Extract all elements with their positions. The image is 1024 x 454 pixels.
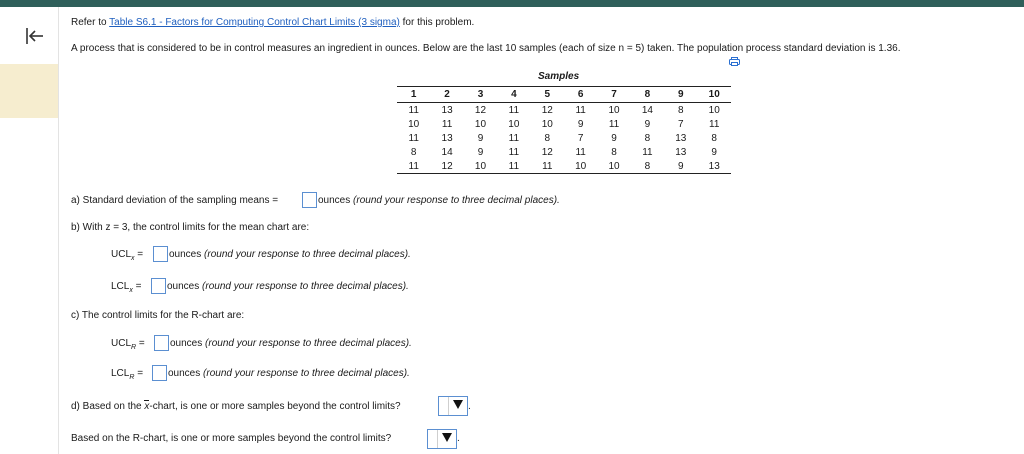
table-cell: 10 <box>597 159 630 174</box>
part-a-hint: (round your response to three decimal places). <box>353 195 560 206</box>
table-row <box>397 131 731 145</box>
table-cell: 13 <box>441 104 453 116</box>
table-cell: 8 <box>631 159 664 174</box>
xbar-symbol: x <box>144 401 150 412</box>
table-cell: 7 <box>577 132 584 144</box>
ucl-xbar-eq: = <box>134 249 144 260</box>
table-cell: 10 <box>408 118 420 130</box>
table-cell: 11 <box>441 118 453 130</box>
table-cell: 9 <box>711 146 717 158</box>
table-cell: 14 <box>441 146 453 158</box>
column-header: 5 <box>531 87 564 103</box>
dropdown-separator <box>448 397 449 415</box>
part-a-suffix <box>318 195 560 206</box>
ucl-xbar-suffix <box>169 249 411 260</box>
lcl-r-label <box>111 368 143 379</box>
r-chart-period: . <box>457 433 460 444</box>
table-cell: 9 <box>577 118 584 130</box>
table-cell: 12 <box>474 104 487 116</box>
table-cell: 12 <box>430 159 463 174</box>
chevron-down-icon <box>453 400 463 409</box>
table-row <box>397 117 731 131</box>
table-cell: 10 <box>474 118 487 130</box>
ucl-xbar-input[interactable] <box>153 246 168 262</box>
table-cell: 9 <box>477 132 484 144</box>
table-cell: 10 <box>564 159 597 174</box>
column-header: 2 <box>430 87 463 103</box>
table-cell: 14 <box>641 104 653 116</box>
column-header: 10 <box>698 87 731 103</box>
column-header: 7 <box>597 87 630 103</box>
lcl-xbar-eq: = <box>132 281 142 292</box>
table-cell: 10 <box>541 118 553 130</box>
column-header: 4 <box>497 87 530 103</box>
table-cell: 11 <box>397 159 430 174</box>
problem-description: A process that is considered to be in control measures an ingredient in ounces. Below are the last 10 samples (each of size n = 5) taken. The population process standard deviation is 1.36. <box>71 43 901 54</box>
refer-line <box>71 17 474 28</box>
ucl-xbar-main: UCL <box>111 249 132 260</box>
part-d-xbar-question <box>71 401 401 412</box>
table-cell: 11 <box>642 146 653 158</box>
ucl-xbar-unit: ounces <box>169 249 205 260</box>
lcl-xbar-main: LCL <box>111 281 130 292</box>
r-chart-answer-dropdown[interactable] <box>427 429 457 449</box>
table-cell: 8 <box>678 104 684 116</box>
ucl-r-suffix <box>170 338 412 349</box>
table-cell: 8 <box>644 132 651 144</box>
lcl-xbar-hint: (round your response to three decimal places). <box>202 281 409 292</box>
table-cell: 9 <box>644 118 651 130</box>
samples-table <box>397 86 731 174</box>
ucl-r-hint: (round your response to three decimal places). <box>205 338 412 349</box>
table-cell: 11 <box>508 132 520 144</box>
lcl-xbar-suffix <box>167 281 409 292</box>
chevron-down-icon <box>442 433 452 442</box>
ucl-r-sub: R <box>131 344 137 351</box>
table-cell: 12 <box>541 104 553 116</box>
ucl-xbar-label <box>111 249 143 260</box>
lcl-xbar-label <box>111 281 141 292</box>
ucl-xbar-sub: x <box>131 255 135 262</box>
part-a-unit: ounces <box>318 195 354 206</box>
table-cell: 10 <box>508 118 520 130</box>
table-cell: 11 <box>408 132 419 144</box>
table-cell: 11 <box>575 104 586 116</box>
table-cell: 8 <box>611 146 617 158</box>
lcl-r-eq: = <box>134 368 144 379</box>
column-header: 8 <box>631 87 664 103</box>
part-c-label: c) The control limits for the R-chart are: <box>71 310 245 321</box>
dropdown-separator <box>437 430 438 448</box>
table-cell: 11 <box>497 159 530 174</box>
question-highlight <box>0 64 58 118</box>
refer-prefix: Refer to <box>71 17 110 28</box>
part-d-prefix: d) Based on the <box>71 401 145 412</box>
lcl-r-input[interactable] <box>152 365 167 381</box>
lcl-r-main: LCL <box>111 368 130 379</box>
lcl-r-unit: ounces <box>168 368 204 379</box>
lcl-r-sub: R <box>129 374 135 381</box>
table-cell: 10 <box>608 104 620 116</box>
table-cell: 8 <box>410 146 417 158</box>
column-header: 6 <box>564 87 597 103</box>
lcl-xbar-unit: ounces <box>167 281 203 292</box>
table-cell: 13 <box>675 132 687 144</box>
table-cell: 9 <box>611 132 617 144</box>
lcl-xbar-sub: x <box>129 287 133 294</box>
refer-suffix: for this problem. <box>399 17 475 28</box>
table-cell: 10 <box>708 104 720 116</box>
table-cell: 8 <box>544 132 551 144</box>
ucl-xbar-hint: (round your response to three decimal places). <box>204 249 411 260</box>
table-cell: 13 <box>675 146 687 158</box>
table-cell: 7 <box>678 118 684 130</box>
table-cell: 13 <box>441 132 453 144</box>
table-row <box>397 159 731 174</box>
table-cell: 9 <box>664 159 697 174</box>
top-bar <box>0 0 1024 7</box>
table-cell: 13 <box>698 159 731 174</box>
r-chart-question: Based on the R-chart, is one or more samples beyond the control limits? <box>71 433 392 444</box>
table-cell: 8 <box>711 132 717 144</box>
part-d-suffix: -chart, is one or more samples beyond the control limits? <box>149 401 401 412</box>
samples-title: Samples <box>538 71 580 82</box>
table-cell: 11 <box>508 104 520 116</box>
part-b-label: b) With z = 3, the control limits for the mean chart are: <box>71 222 310 233</box>
table-cell: 10 <box>464 159 497 174</box>
table-cell: 11 <box>531 159 564 174</box>
table-cell: 11 <box>608 118 620 130</box>
ucl-r-label <box>111 338 145 349</box>
part-d-period: . <box>468 401 471 412</box>
table-cell: 11 <box>709 118 720 130</box>
lcl-r-suffix <box>168 368 410 379</box>
table-s6-1-link[interactable]: Table S6.1 - Factors for Computing Control Chart Limits (3 sigma) <box>109 17 400 28</box>
sampling-means-sd-input[interactable] <box>302 192 317 208</box>
table-header-row <box>397 87 731 103</box>
table-cell: 9 <box>477 146 484 158</box>
ucl-r-main: UCL <box>111 338 132 349</box>
ucl-r-eq: = <box>136 338 145 349</box>
table-cell: 11 <box>508 146 520 158</box>
column-header: 9 <box>664 87 697 103</box>
print-icon[interactable] <box>729 57 740 66</box>
lcl-r-hint: (round your response to three decimal places). <box>203 368 410 379</box>
table-row <box>397 145 731 159</box>
ucl-r-input[interactable] <box>154 335 169 351</box>
table-cell: 12 <box>541 146 553 158</box>
table-cell: 11 <box>408 104 419 116</box>
column-header: 3 <box>464 87 497 103</box>
table-row <box>397 103 731 118</box>
xbar-chart-answer-dropdown[interactable] <box>438 396 468 416</box>
table-cell: 11 <box>575 146 586 158</box>
column-header: 1 <box>397 87 430 103</box>
ucl-r-unit: ounces <box>170 338 206 349</box>
lcl-xbar-input[interactable] <box>151 278 166 294</box>
part-a-label: a) Standard deviation of the sampling means = <box>71 195 279 206</box>
collapse-left-arrow-icon[interactable] <box>22 23 48 49</box>
